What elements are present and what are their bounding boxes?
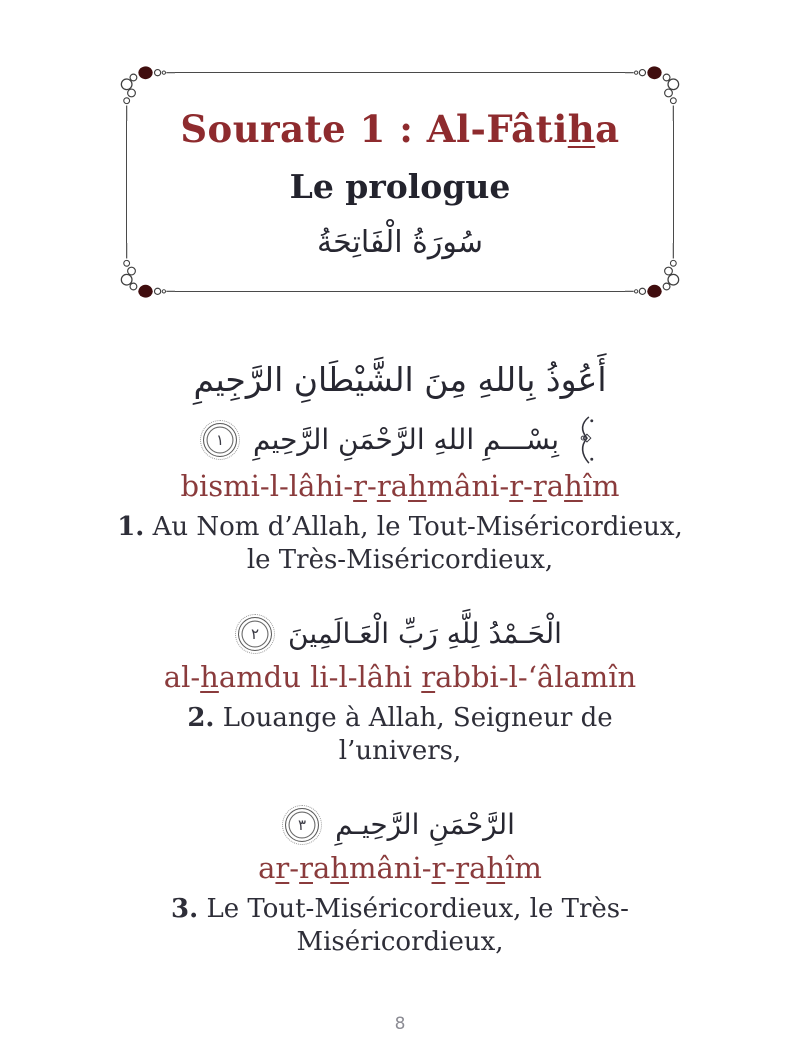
verse-2-number-medallion: [238, 617, 272, 651]
verse-1-arabic-text: بِسْـــمِ اللهِ الرَّحْمَنِ الرَّحِيمِ: [252, 422, 560, 456]
verse-2-arabic-row: [238, 612, 562, 655]
verse-1-arabic-row: [203, 415, 597, 465]
verse-3-number-arabic: ٣: [298, 815, 307, 834]
verse-3-transliteration: ar-rahmâni-r-rahîm: [258, 850, 542, 885]
verse-3-translation: 3. Le Tout-Miséricordieux, le Très- Miséricordieux,: [171, 893, 629, 958]
surah-title: Sourate 1 : Al-Fâtiha: [180, 107, 620, 151]
verse-2-transliteration: al-hamdu li-l-lâhi rabbi-l-‘âlamîn: [163, 659, 637, 694]
surah-title-arabic: سُورَةُ الْفَاتِحَةُ: [317, 225, 483, 260]
verse-1-transliteration: bismi-l-lâhi-r-rahmâni-r-rahîm: [180, 468, 620, 503]
verse-3-arabic-row: [285, 803, 515, 846]
verse-2-number-arabic: ٢: [251, 624, 260, 643]
basmala-flourish-icon: [575, 415, 597, 465]
surah-subtitle: Le prologue: [289, 167, 511, 206]
surah-header-frame: [126, 72, 674, 292]
verse-3-arabic-text: الرَّحْمَنِ الرَّحِيـمِ: [335, 808, 515, 842]
verse-block-2: [164, 612, 636, 769]
verse-2-arabic-text: الْحَـمْدُ لِلَّهِ رَبِّ الْعَـالَمِينَ: [288, 617, 562, 651]
verse-1-number-arabic: ١: [215, 430, 225, 449]
verse-1-number-medallion: [203, 423, 237, 457]
verse-block-3: [171, 803, 629, 960]
verse-1-translation: 1. Au Nom d’Allah, le Tout-Miséricordieux, le Très-Miséricordieux,: [117, 511, 683, 576]
verse-3-number-medallion: [285, 808, 319, 842]
istiadha-arabic: أَعُوذُ بِاللهِ مِنَ الشَّيْطَانِ الرَّجِيمِ: [193, 359, 607, 399]
page-number: 8: [394, 1014, 406, 1034]
verse-2-translation: 2. Louange à Allah, Seigneur de l’univers,: [187, 702, 613, 767]
verse-block-1: [117, 415, 683, 579]
